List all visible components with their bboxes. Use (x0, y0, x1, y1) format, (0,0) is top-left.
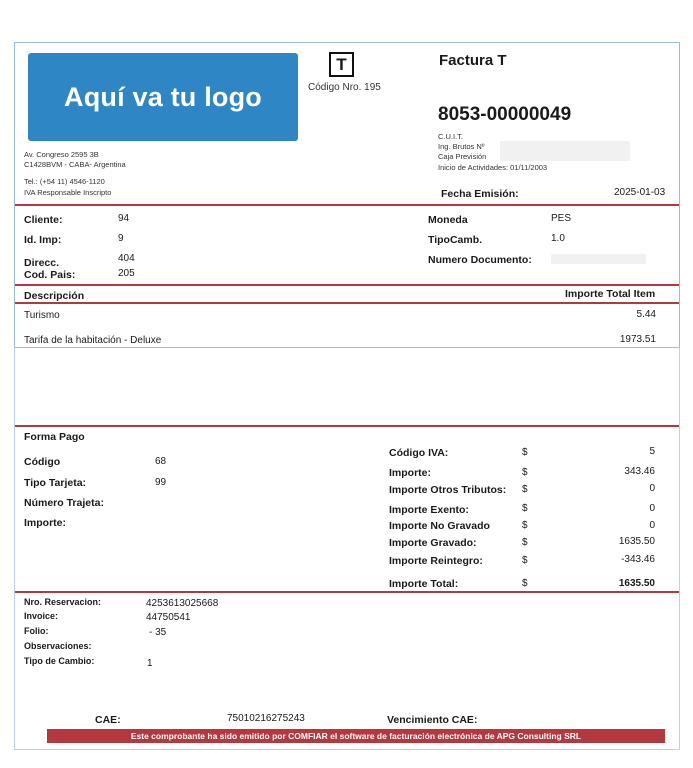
idimp-value: 9 (118, 233, 124, 244)
invoice-title: Factura T (439, 52, 507, 69)
cliente-value: 94 (118, 213, 130, 224)
item-amount: 5.44 (636, 309, 656, 320)
numero-documento-label: Numero Documento: (428, 254, 532, 266)
totals-row-label: Importe Exento: (389, 504, 469, 516)
totals-row-label: Código IVA: (389, 447, 449, 459)
currency-symbol: $ (522, 484, 528, 495)
invoice-label: Invoice: (24, 611, 59, 621)
issuer-iva: IVA Responsable Inscripto (24, 188, 112, 197)
tipocamb-label: TipoCamb. (428, 234, 483, 246)
cae-label: CAE: (95, 714, 121, 726)
observaciones-label: Observaciones: (24, 641, 92, 651)
codigo-nro: Código Nro. 195 (308, 82, 381, 93)
tipo-tarjeta-value: 99 (155, 477, 167, 488)
redacted-document (551, 254, 646, 264)
numero-tarjeta-label: Número Trajeta: (24, 497, 104, 509)
issuer-address-1: Av. Congreso 2595 3B (24, 150, 99, 159)
divider (15, 591, 679, 593)
divider (15, 284, 679, 286)
caja-prevision-label: Caja Previsión (438, 152, 487, 161)
codpais-value: 205 (118, 268, 135, 279)
direcc-value: 404 (118, 253, 135, 264)
tipo-tarjeta-label: Tipo Tarjeta: (24, 477, 87, 489)
moneda-label: Moneda (428, 214, 468, 226)
importe-pago-label: Importe: (24, 517, 66, 529)
reservacion-label: Nro. Reservacion: (24, 597, 102, 607)
redacted-tax-info (500, 141, 630, 161)
items-header-importe: Importe Total Item (565, 288, 656, 300)
issuer-address-2: C1428BVM - CABA- Argentina (24, 160, 126, 169)
item-desc: Turismo (24, 310, 60, 321)
item-amount: 1973.51 (619, 334, 656, 345)
items-header-descripcion: Descripción (24, 290, 85, 302)
reservacion-value: 4253613025668 (146, 598, 219, 609)
currency-symbol: $ (522, 537, 528, 548)
logo-placeholder (28, 53, 298, 141)
currency-symbol: $ (522, 467, 528, 478)
currency-symbol: $ (522, 447, 528, 458)
cuit-label: C.U.I.T. (438, 132, 464, 141)
totals-row-label: Importe No Gravado (389, 520, 490, 532)
folio-value: - 35 (149, 627, 167, 638)
totals-total-value: 1635.50 (618, 578, 655, 589)
currency-symbol: $ (522, 578, 528, 589)
fecha-emision-label: Fecha Emisión: (441, 188, 519, 200)
invoice-type-letter: T (329, 52, 354, 77)
totals-row-label: Importe Reintegro: (389, 555, 483, 567)
inicio-actividades: Inicio de Actividades: 01/11/2003 (438, 163, 548, 172)
totals-row-value: 343.46 (624, 466, 655, 477)
issuer-phone: Tel.: (+54 11) 4546-1120 (24, 177, 105, 186)
fecha-emision-value: 2025-01-03 (614, 187, 666, 198)
totals-row-value: 1635.50 (618, 536, 655, 547)
codigo-value: 68 (155, 456, 167, 467)
divider (15, 302, 679, 304)
item-desc: Tarifa de la habitación - Deluxe (24, 335, 162, 346)
tipocamb-value: 1.0 (551, 233, 565, 244)
totals-row-label: Importe Otros Tributos: (389, 484, 507, 496)
totals-row-label: Importe: (389, 467, 431, 479)
totals-row-value: 0 (649, 503, 655, 514)
currency-symbol: $ (522, 520, 528, 531)
tipo-cambio-value: 1 (147, 658, 153, 669)
forma-pago-title: Forma Pago (24, 431, 85, 443)
tipo-cambio-label: Tipo de Cambio: (24, 656, 95, 666)
cae-value: 75010216275243 (227, 713, 305, 724)
codigo-label: Código (24, 456, 61, 468)
footer-notice: Este comprobante ha sido emitido por COMFIAR el software de facturación electrónica de APG Consulting SRL (47, 729, 665, 743)
logo-text: Aquí va tu logo (64, 81, 262, 112)
cliente-label: Cliente: (24, 214, 63, 226)
currency-symbol: $ (522, 503, 528, 514)
direcc-label: Direcc. (24, 257, 60, 269)
invoice-number: 8053-00000049 (438, 104, 572, 125)
totals-total-label: Importe Total: (389, 578, 459, 590)
ing-brutos-label: Ing. Brutos Nº (438, 142, 485, 151)
folio-label: Folio: (24, 626, 49, 636)
divider (15, 204, 679, 206)
vencimiento-cae-label: Vencimiento CAE: (387, 714, 478, 726)
invoice-lower-frame (14, 347, 680, 750)
currency-symbol: $ (522, 555, 528, 566)
totals-row-value: 5 (649, 446, 655, 457)
totals-row-value: -343.46 (621, 554, 655, 565)
divider (15, 425, 679, 427)
totals-row-label: Importe Gravado: (389, 537, 477, 549)
totals-row-value: 0 (649, 520, 655, 531)
invoice-value: 44750541 (146, 612, 191, 623)
totals-row-value: 0 (649, 483, 655, 494)
moneda-value: PES (551, 213, 572, 224)
codpais-label: Cod. Pais: (24, 269, 76, 281)
idimp-label: Id. Imp: (24, 234, 62, 246)
